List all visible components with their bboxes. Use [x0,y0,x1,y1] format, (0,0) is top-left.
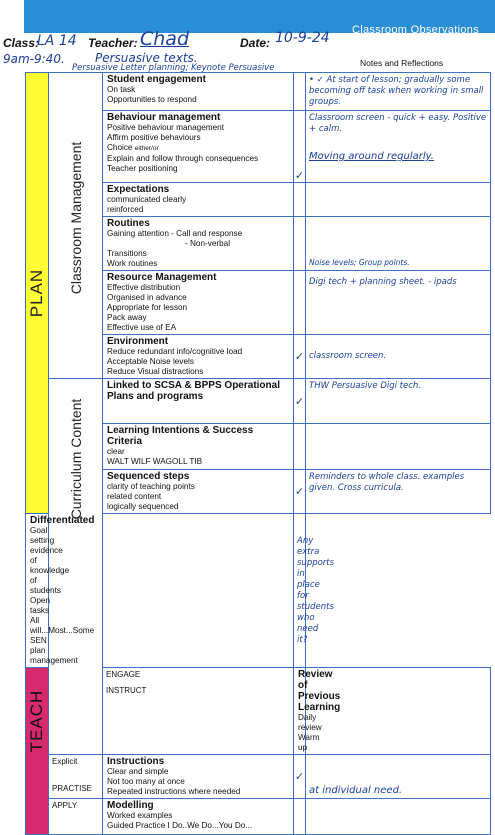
content-linked-plans [103,379,294,424]
stage-explicit: Explicit [52,757,78,766]
row-line: communicated clearly [107,195,187,204]
row-title: Review of Previous Learning [298,669,341,713]
row-student-engagement [26,73,491,111]
row-line: evidence of knowledge of students [30,546,70,595]
row-line-text: Choice [107,143,133,152]
tick-cell [294,217,306,271]
stage-engage-instruct [103,668,294,755]
tick-cell [294,183,306,217]
content-learning-intentions [103,424,294,470]
stage-engage: ENGAGE [106,670,141,679]
row-title: Routines [107,218,150,229]
content-expectations [103,183,294,217]
row-line: Positive behaviour management [107,123,224,132]
row-line-suffix: either/or [134,145,159,152]
row-title: Modelling [107,800,154,811]
note-behaviour-management [306,111,491,183]
row-line: Guided Practice I Do..We Do...You Do... [107,821,253,830]
row-title: Resource Management [107,272,217,283]
row-title: Linked to SCSA & BPPS Operational Plans and programs [107,380,280,402]
row-line: clarity of teaching points [107,482,195,491]
row-line: Reduce redundant info/cognitive load [107,347,243,356]
lesson-time: 9am-9:40. [3,52,65,66]
row-line: Work routines [107,259,158,268]
note-environment: classroom screen. [306,335,491,379]
row-modelling [26,799,491,835]
teacher-label: Teacher: [88,36,138,50]
row-line: Affirm positive behaviours [107,133,201,142]
row-line: Opportunities to respond [107,95,197,104]
row-line: Worked examples [107,811,173,820]
class-value: LA 14 [37,33,77,49]
row-title: Learning Intentions & Success Criteria [107,425,254,447]
plan-label: PLAN [27,268,46,318]
note-routines: Noise levels; Group points. [306,217,491,271]
content-environment [103,335,294,379]
row-title: Student engagement [107,74,206,85]
notes-heading: Notes and Reflections [360,58,444,68]
content-review [294,668,341,755]
form-title: Classroom Observations [351,24,479,36]
row-line: - Non-verbal [185,239,231,248]
stage-instruct: INSTRUCT [106,686,147,695]
curriculum-content-label: Curriculum Content [67,398,84,520]
row-title: Environment [107,336,169,347]
row-line: Clear and simple [107,767,169,776]
row-line: Appropriate for lesson [107,303,188,312]
tick-cell: ✓ [294,755,306,799]
row-title: Sequenced steps [107,471,190,482]
tick-cell: ✓ [294,111,306,183]
row-line: Repeated instructions where needed [107,787,241,796]
content-student-engagement [103,73,294,111]
note-learning-intentions [306,424,491,470]
row-line: WALT WILF WAGOLL TIB [107,457,203,466]
tick-cell: ✓ [294,335,306,379]
stage-practise: PRACTISE [52,784,93,793]
row-line: Effective distribution [107,283,181,292]
row-line: related content [107,492,162,501]
note-differentiated: Any extra supports in place for students who need it? [294,514,306,668]
lesson-topic-detail: Persuasive Letter planning; Keynote Persuasive [72,63,275,73]
row-line: Goal setting [30,526,55,545]
note-text: Classroom screen - quick + easy. Positive + calm. [309,113,487,134]
row-line: Organised in advance [107,293,187,302]
note-instructions: at individual need. [306,755,491,799]
row-linked-plans [26,379,491,424]
tick-cell: ✓ [294,470,306,514]
content-differentiated [26,514,95,668]
tick-cell [306,668,491,755]
row-line: SEN plan management [30,636,78,665]
content-instructions [103,755,294,799]
row-line: Daily review [298,713,322,732]
row-line: On task [107,85,136,94]
row-line: logically sequenced [107,502,179,511]
teacher-value: Chad [140,28,190,50]
lesson-topic: Persuasive texts. [95,51,198,65]
tick-cell [103,514,294,668]
row-line [107,143,290,154]
tick-cell [294,424,306,470]
row-line: reinforced [107,205,144,214]
row-line: Not too many at once [107,777,185,786]
row-line: Reduce Visual distractions [107,367,204,376]
row-line: Teacher positioning [107,164,178,173]
row-title: Differentiated [30,515,95,526]
tick-cell [294,799,306,835]
row-instructions [26,755,491,799]
row-line: clear [107,447,125,456]
curriculum-content-section [49,379,103,755]
content-sequenced-steps [103,470,294,514]
classroom-management-label: Classroom Management [67,141,84,295]
date-value: 10-9-24 [275,30,330,46]
observation-table [25,72,491,835]
row-line: Acceptable Noise levels [107,357,194,366]
teach-label: TEACH [27,689,46,753]
tick-cell: ✓ [294,379,306,424]
content-modelling [103,799,294,835]
plan-band [26,73,49,514]
note-text: Moving around regularly. [309,151,434,162]
row-line: Transitions [107,249,147,258]
row-line: Open tasks [30,596,51,615]
header-bar [24,0,495,36]
stage-apply-cell [49,799,103,835]
note-modelling [306,799,491,835]
row-line: Effective use of EA [107,323,177,332]
teach-band [26,668,49,835]
row-line: Gaining attention - Call and response [107,229,243,238]
row-line: Pack away [107,313,147,322]
note-linked-plans: THW Persuasive Digi tech. [306,379,491,424]
classroom-management-section [49,73,103,379]
note-sequenced-steps: Reminders to whole class. examples given. Cross curricula. [306,470,491,514]
row-title: Expectations [107,184,170,195]
row-line: Explain and follow through consequences [107,154,259,163]
row-line: Warm up [298,733,320,752]
content-routines [103,217,294,271]
row-line: All will...Most...Some [30,616,95,635]
class-label: Class: [3,36,40,50]
stage-explicit-practise [49,755,103,799]
date-label: Date: [240,36,271,50]
content-behaviour-management [103,111,294,183]
note-expectations [306,183,491,217]
row-title: Behaviour management [107,112,221,123]
content-resource-management [103,271,294,335]
note-resource-management: Digi tech + planning sheet. - ipads [306,271,491,335]
stage-apply: APPLY [52,801,78,810]
note-student-engagement: • ✓ At start of lesson; gradually some becoming off task when working in small groups. [306,73,491,111]
tick-cell [294,271,306,335]
tick-cell [294,73,306,111]
row-title: Instructions [107,756,165,767]
